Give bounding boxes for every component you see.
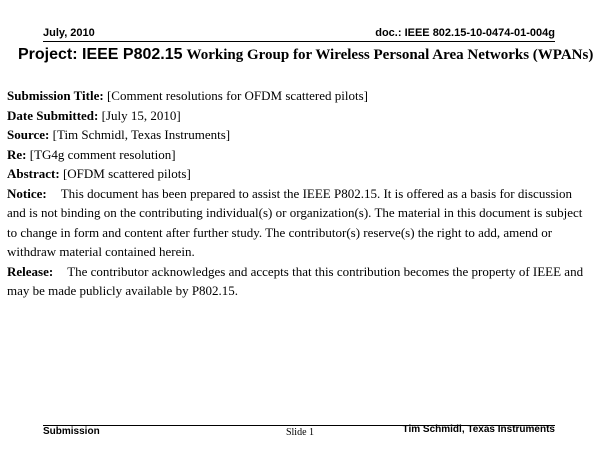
submission-title-label: Submission Title: xyxy=(7,88,104,103)
footer-slide-number: Slide 1 xyxy=(285,427,315,438)
release-label: Release: xyxy=(7,263,54,279)
source-label: Source: xyxy=(7,127,50,142)
header-doc-id: doc.: IEEE 802.15-10-0474-01-004g xyxy=(375,27,555,39)
document-body xyxy=(7,86,587,301)
field-abstract xyxy=(7,164,587,184)
abstract-label: Abstract: xyxy=(7,166,60,181)
abstract-value: [OFDM scattered pilots] xyxy=(62,166,191,181)
footer-author: Tim Schmidl, Texas Instruments xyxy=(402,424,555,435)
field-submission-title xyxy=(7,86,587,106)
header-divider xyxy=(43,41,555,42)
footer-submission: Submission xyxy=(43,426,100,437)
field-date-submitted xyxy=(7,106,587,126)
release-text: The contributor acknowledges and accepts that this contribution becomes the property of IEEE and may be made publicly available by P802.15. xyxy=(7,263,584,298)
date-submitted-value: [July 15, 2010] xyxy=(101,107,181,123)
re-value: [TG4g comment resolution] xyxy=(29,146,176,162)
field-notice xyxy=(7,184,587,262)
title-project: Project: IEEE P802.15 xyxy=(18,46,183,63)
field-re xyxy=(7,145,587,165)
header-date: July, 2010 xyxy=(43,27,95,39)
date-submitted-label: Date Submitted: xyxy=(7,107,99,123)
notice-label: Notice: xyxy=(7,185,47,201)
field-release xyxy=(7,262,587,301)
re-label: Re: xyxy=(7,146,27,162)
field-source xyxy=(7,125,587,145)
title-working-group: Working Group for Wireless Personal Area Networks (WPANs) xyxy=(186,47,594,63)
submission-title-value: [Comment resolutions for OFDM scattered pilots] xyxy=(106,88,369,103)
source-value: [Tim Schmidl, Texas Instruments] xyxy=(52,127,231,142)
page-title xyxy=(18,44,594,66)
notice-text: This document has been prepared to assist the IEEE P802.15. It is offered as a basis for discussion and is not binding on the contributing individual(s) or organization(s). The material in this document is subject to change in form and content after further study. The contributor(s) reserve(s) the right to add, amend or withdraw material contained herein. xyxy=(7,185,583,259)
